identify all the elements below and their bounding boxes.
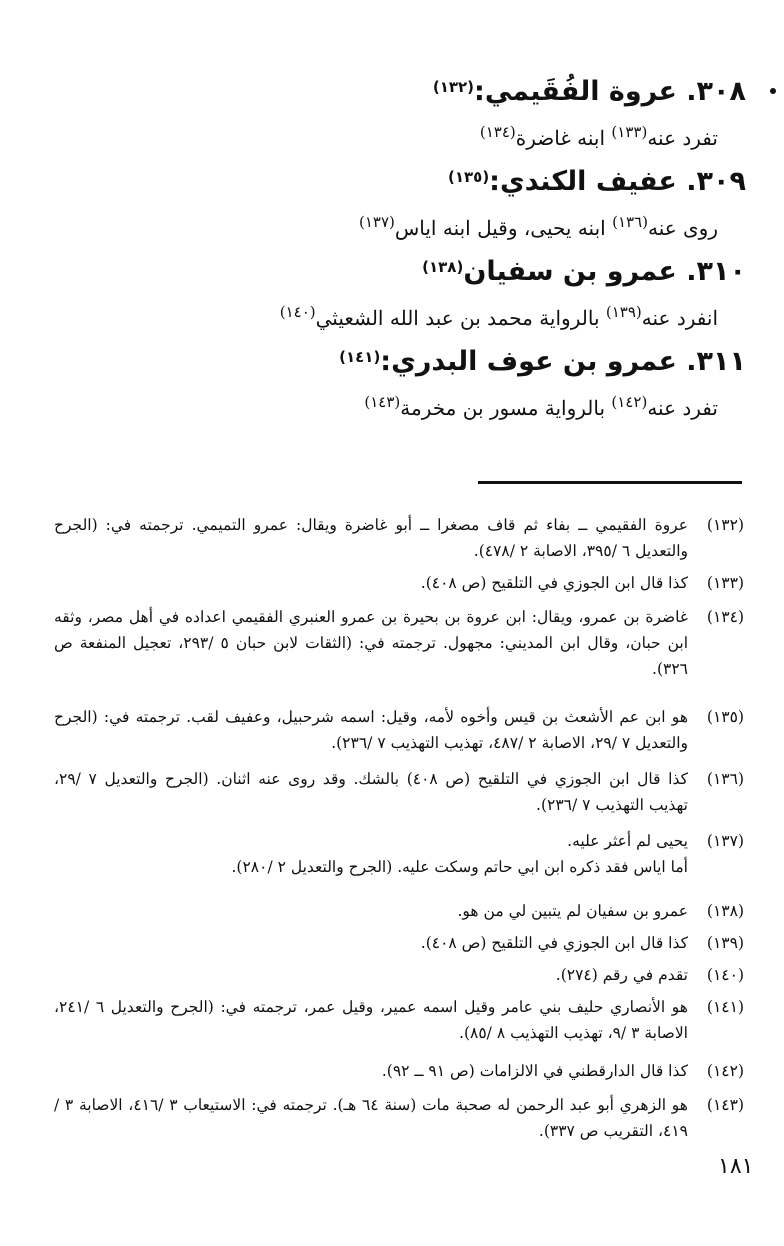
footnote-number: (۱٤۳) [706, 1096, 744, 1114]
entry-body-text: بالرواية محمد بن عبد الله الشعيثي [315, 306, 606, 330]
footnote-140 [54, 962, 744, 988]
entry-311-title [339, 346, 746, 377]
footnote-text: كذا قال ابن الجوزي في التلقيح (ص ٤۰۸) بالشك. وقد روى عنه اثنان. (الجرح والتعديل ۷ /۲۹، تهذيب التهذيب ۷ /۲۳٦). [54, 770, 688, 814]
entry-308-body [479, 123, 718, 150]
footnote-ref: (۱٤۱) [339, 348, 381, 366]
footnote-text: تقدم في رقم (۲۷٤). [555, 966, 688, 984]
footnote-text: كذا قال ابن الجوزي في التلقيح (ص ٤۰۸). [420, 574, 688, 592]
footnote-ref: (۱٤۳) [364, 393, 401, 411]
footnote-137 [54, 828, 744, 880]
page-number: ۱۸۱ [718, 1154, 754, 1179]
entry-308-title [433, 76, 746, 107]
footnote-ref: (۱۳۷) [358, 213, 395, 231]
footnote-number: (۱۳۸) [706, 902, 744, 920]
footnote-number: (۱۳٥) [706, 708, 744, 726]
footnote-number: (۱۳٦) [706, 770, 744, 788]
footnote-143 [54, 1092, 744, 1144]
footnote-139 [54, 930, 744, 956]
footnote-number: (۱۳۲) [706, 516, 744, 534]
entry-body-text: انفرد عنه [641, 306, 718, 330]
entry-title-text: ۳۱۰. عمرو بن سفيان [463, 256, 746, 287]
entry-body-text: روى عنه [647, 216, 718, 240]
footnote-separator [478, 481, 742, 484]
entry-309-title [448, 166, 746, 197]
footnote-ref: (۱۳۳) [611, 123, 648, 141]
footnote-ref: (۱۳۲) [432, 78, 475, 96]
footnote-text: غاضرة بن عمرو، ويقال: ابن عروة بن بحيرة بن عمرو العنبري الفقيمي اعداده في أهل مصر، وثقه ابن حبان، وقال ابن المديني: مجهول. ترجمته في: (الثقات لابن حبان ٥ /۲۹۳، تعجيل المنفعة ص ۳۲٦). [54, 608, 688, 678]
entry-body-text: بالرواية مسور بن مخرمة [400, 396, 612, 420]
entry-body-text: ابنه يحيى، وقيل ابنه اياس [394, 216, 613, 240]
entry-310-title [422, 256, 746, 287]
footnote-text: عمرو بن سفيان لم يتبين لي من هو. [457, 902, 688, 920]
entry-body-text: تفرد عنه [647, 126, 718, 150]
footnote-text: هو الأنصاري حليف بني عامر وقيل اسمه عمير، وقيل عمر، ترجمته في: (الجرح والتعديل ٦ /۲٤۱، الاصابة ۳ /۹، تهذيب التهذيب ۸ /۸٥). [54, 998, 688, 1042]
entry-body-text: ابنه غاضرة [515, 126, 612, 150]
footnote-ref: (۱٤۰) [279, 303, 316, 321]
entry-309-body [358, 213, 718, 240]
entry-311-body [364, 393, 718, 420]
footnote-132 [54, 512, 744, 564]
footnote-number: (۱۳۹) [706, 934, 744, 952]
footnote-text: كذا قال الدارقطني في الالزامات (ص ۹۱ ــ ۹۲). [381, 1062, 688, 1080]
footnote-number: (۱۳۳) [706, 574, 744, 592]
footnote-text: هو الزهري أبو عبد الرحمن له صحبة مات (سنة ٦٤ هـ). ترجمته في: الاستيعاب ۳ /٤۱٦، الاصابة ۳ /٤۱۹، التقريب ص ۳۳۷). [54, 1096, 688, 1140]
footnote-continuation: أما اياس فقد ذكره ابن ابي حاتم وسكت عليه. (الجرح والتعديل ۲ /۲۸۰). [231, 858, 688, 876]
footnote-number: (۱٤۱) [706, 998, 744, 1016]
footnote-ref: (۱۳٦) [612, 213, 648, 231]
entry-title-text: ۳۰۹. عفيف الكندي: [489, 166, 746, 197]
footnote-number: (۱٤۰) [706, 966, 744, 984]
footnote-133 [54, 570, 744, 596]
footnote-ref: (۱۳٥) [447, 168, 490, 186]
footnote-text: كذا قال ابن الجوزي في التلقيح (ص ٤۰۸). [420, 934, 688, 952]
footnote-142 [54, 1058, 744, 1084]
entry-title-text: ۳۱۱. عمرو بن عوف البدري: [380, 346, 746, 377]
footnote-text: عروة الفقيمي ــ بفاء ثم قاف مصغرا ــ أبو غاضرة ويقال: عمرو التميمي. ترجمته في: (الجرح والتعديل ٦ /۳۹٥، الاصابة ۲ /٤۷۸). [54, 516, 688, 560]
footnote-141 [54, 994, 744, 1046]
footnote-text: هو ابن عم الأشعث بن قيس وأخوه لأمه، وقيل: اسمه شرحبيل، وعفيف لقب. ترجمته في: (الجرح والتعديل ۷ /۲۹، الاصابة ۲ /٤۸۷، تهذيب التهذيب ۷ /۲۳٦). [54, 708, 688, 752]
footnote-138 [54, 898, 744, 924]
footnote-ref: (۱۳۸) [422, 258, 464, 276]
footnote-136 [54, 766, 744, 818]
footnote-number: (۱۳۷) [706, 832, 744, 850]
footnote-ref: (۱۳٤) [479, 123, 516, 141]
footnote-number: (۱۳٤) [706, 608, 744, 626]
footnote-text: يحيى لم أعثر عليه. [567, 832, 688, 850]
footnote-ref: (۱٤۲) [611, 393, 648, 411]
footnote-135 [54, 704, 744, 756]
entry-body-text: تفرد عنه [647, 396, 718, 420]
margin-dot [770, 88, 776, 94]
entry-310-body [279, 303, 718, 330]
footnote-134 [54, 604, 744, 682]
footnote-number: (۱٤۲) [706, 1062, 744, 1080]
footnote-ref: (۱۳۹) [605, 303, 642, 321]
entry-title-text: ۳۰۸. عروة الفُقَيمي: [474, 76, 746, 107]
